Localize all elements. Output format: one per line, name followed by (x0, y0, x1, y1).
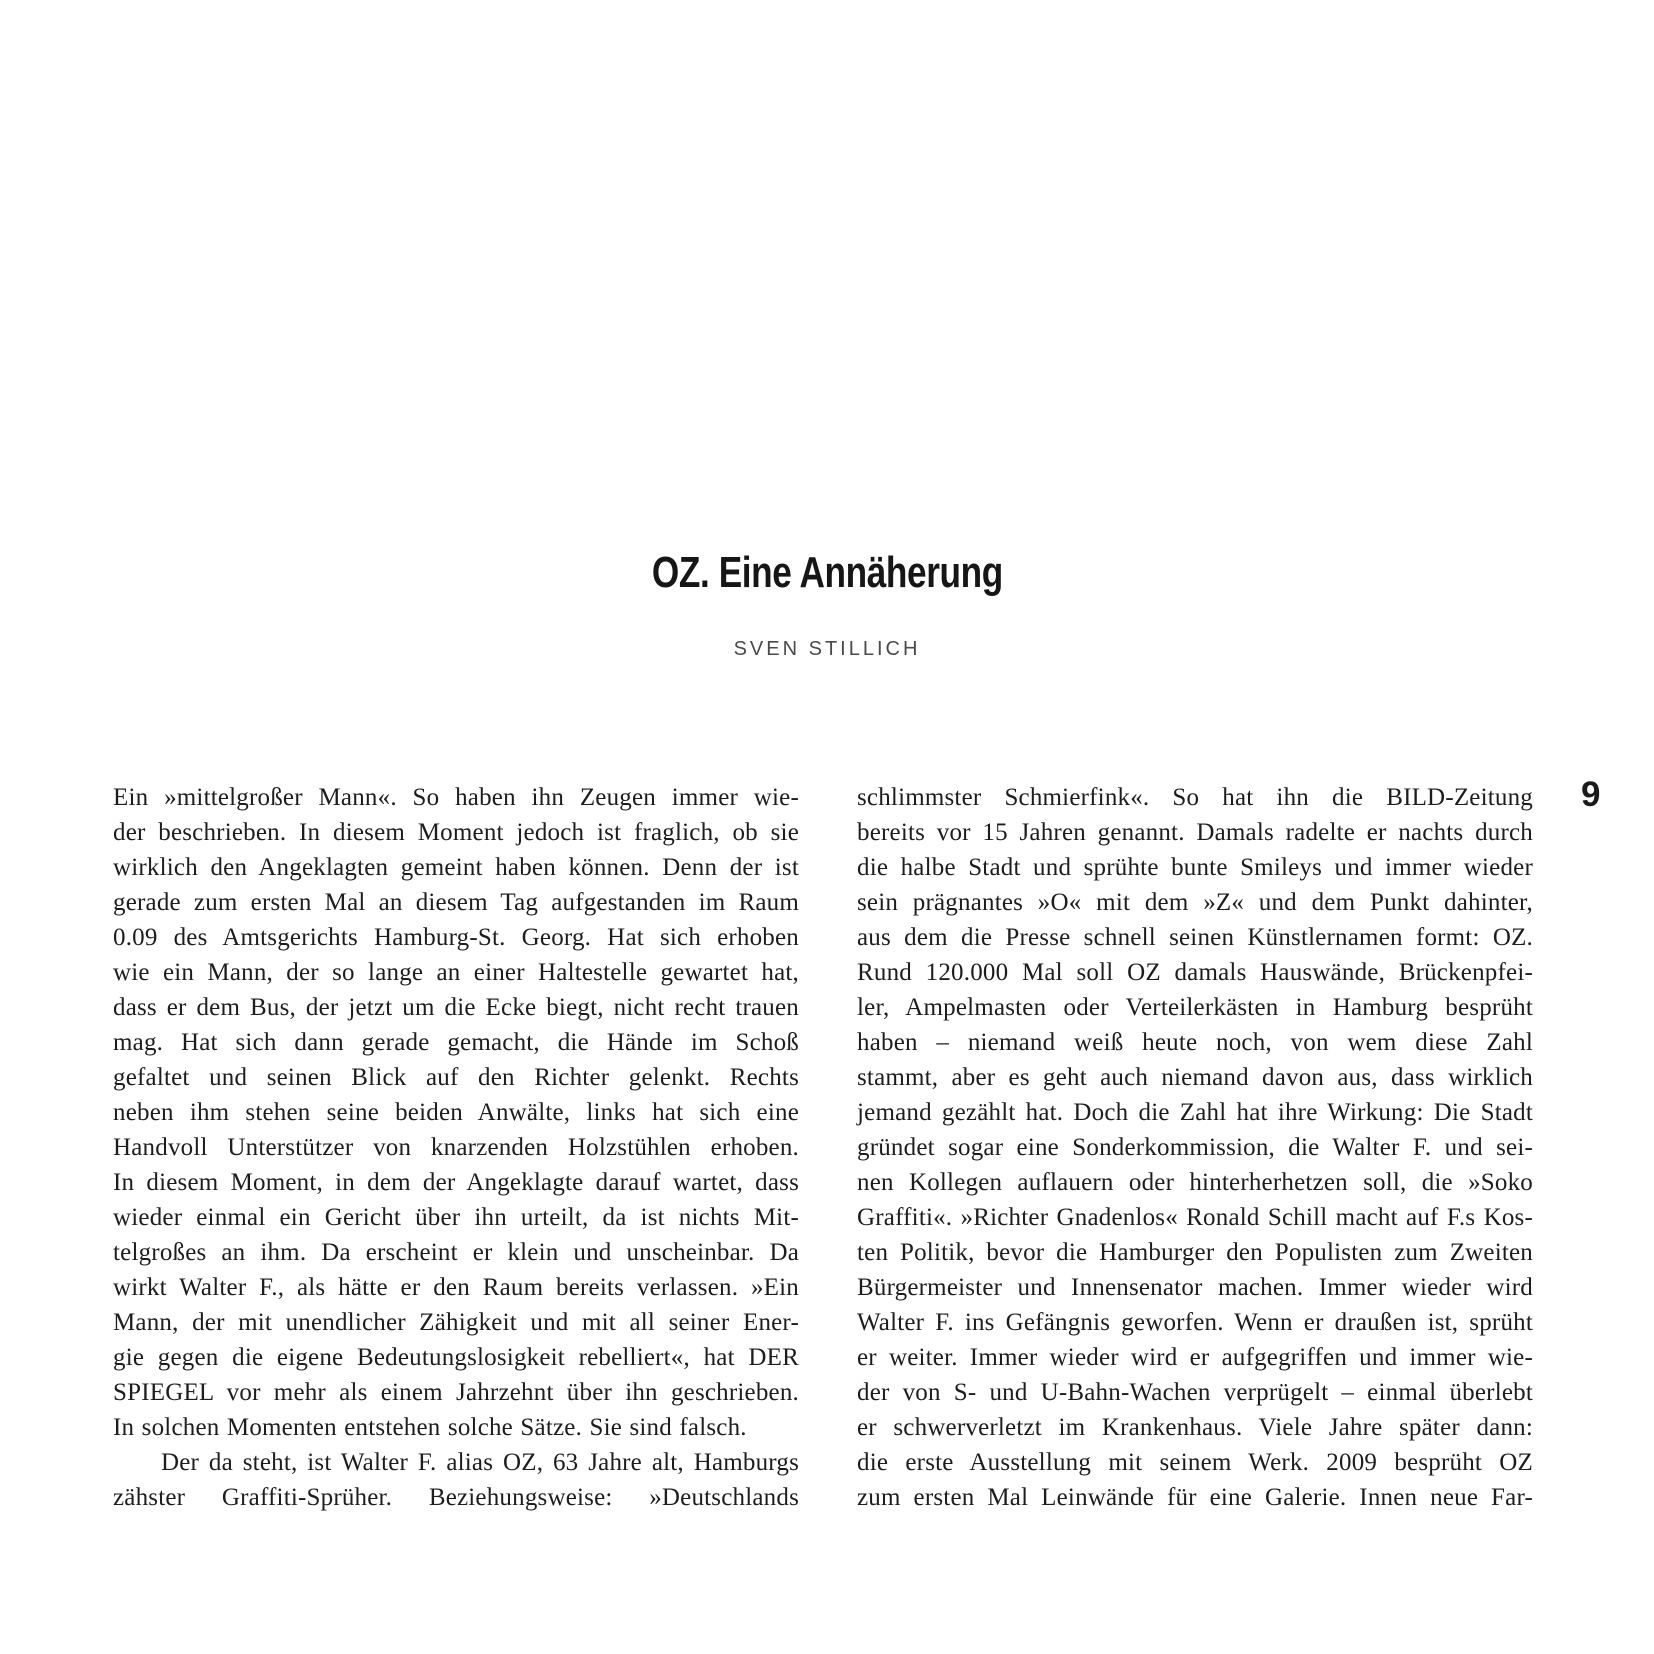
text-line: der beschrieben. In diesem Moment jedoch ist fraglich, ob sie (113, 819, 799, 846)
text-line: wirkt Walter F., als hätte er den Raum bereits verlassen. »Ein (113, 1274, 799, 1301)
text-line: jemand gezählt hat. Doch die Zahl hat ihre Wirkung: Die Stadt (857, 1099, 1533, 1126)
text-line: er schwerverletzt im Krankenhaus. Viele Jahre später dann: (857, 1414, 1533, 1441)
text-line: gründet sogar eine Sonderkommission, die Walter F. und sei- (857, 1134, 1533, 1161)
text-line: Mann, der mit unendlicher Zähigkeit und mit all seiner Ener- (113, 1309, 799, 1336)
text-line: Der da steht, ist Walter F. alias OZ, 63 Jahre alt, Hamburgs (161, 1449, 799, 1476)
text-line: Rund 120.000 Mal soll OZ damals Hauswände, Brückenpfei- (857, 959, 1533, 986)
text-line: ten Politik, bevor die Hamburger den Populisten zum Zweiten (857, 1239, 1533, 1266)
text-line: zum ersten Mal Leinwände für eine Galerie. Innen neue Far- (857, 1484, 1533, 1511)
text-line: In solchen Momenten entstehen solche Sätze. Sie sind falsch. (113, 1414, 747, 1441)
text-line: er weiter. Immer wieder wird er aufgegriffen und immer wie- (857, 1344, 1533, 1371)
text-line: Walter F. ins Gefängnis geworfen. Wenn er draußen ist, sprüht (857, 1309, 1533, 1336)
text-line: dass er dem Bus, der jetzt um die Ecke biegt, nicht recht trauen (113, 994, 799, 1021)
text-line: telgroßes an ihm. Da erscheint er klein und unscheinbar. Da (113, 1239, 799, 1266)
text-line: wieder einmal ein Gericht über ihn urteilt, da ist nichts Mit- (113, 1204, 799, 1231)
text-line: sein prägnantes »O« mit dem »Z« und dem Punkt dahinter, (857, 889, 1533, 916)
text-column-left (113, 780, 799, 1515)
text-line: Bürgermeister und Innensenator machen. Immer wieder wird (857, 1274, 1533, 1301)
text-line: die halbe Stadt und sprühte bunte Smileys und immer wieder (857, 854, 1533, 881)
text-line: gefaltet und seinen Blick auf den Richter gelenkt. Rechts (113, 1064, 799, 1091)
text-line: Handvoll Unterstützer von knarzenden Holzstühlen erhoben. (113, 1134, 799, 1161)
text-line: gerade zum ersten Mal an diesem Tag aufgestanden im Raum (113, 889, 799, 916)
text-line: gie gegen die eigene Bedeutungslosigkeit rebelliert«, hat DER (113, 1344, 799, 1371)
text-line: In diesem Moment, in dem der Angeklagte darauf wartet, dass (113, 1169, 799, 1196)
text-line: wie ein Mann, der so lange an einer Haltestelle gewartet hat, (113, 959, 799, 986)
text-line: ler, Ampelmasten oder Verteilerkästen in Hamburg besprüht (857, 994, 1533, 1021)
page-title-text: OZ. Eine Annäherung (651, 548, 1003, 597)
text-line: SPIEGEL vor mehr als einem Jahrzehnt über ihn geschrieben. (113, 1379, 799, 1406)
text-line: Graffiti«. »Richter Gnadenlos« Ronald Schill macht auf F.s Kos- (857, 1204, 1533, 1231)
text-line: zähster Graffiti-Sprüher. Beziehungsweise: »Deutschlands (113, 1484, 799, 1511)
author-byline: SVEN STILLICH (733, 638, 921, 660)
text-line: Ein »mittelgroßer Mann«. So haben ihn Zeugen immer wie- (113, 784, 799, 811)
text-line: die erste Ausstellung mit seinem Werk. 2009 besprüht OZ (857, 1449, 1533, 1476)
page-title (0, 549, 1654, 597)
text-line: neben ihm stehen seine beiden Anwälte, links hat sich eine (113, 1099, 799, 1126)
page-number: 9 (1581, 775, 1601, 814)
text-line: nen Kollegen auflauern oder hinterherhetzen soll, die »Soko (857, 1169, 1533, 1196)
text-line: haben – niemand weiß heute noch, von wem diese Zahl (857, 1029, 1533, 1056)
text-line: aus dem die Presse schnell seinen Künstlernamen formt: OZ. (857, 924, 1533, 951)
text-line: der von S- und U-Bahn-Wachen verprügelt – einmal überlebt (857, 1379, 1533, 1406)
text-line: 0.09 des Amtsgerichts Hamburg-St. Georg. Hat sich erhoben (113, 924, 799, 951)
text-line: bereits vor 15 Jahren genannt. Damals radelte er nachts durch (857, 819, 1533, 846)
text-line: wirklich den Angeklagten gemeint haben können. Denn der ist (113, 854, 799, 881)
text-line: mag. Hat sich dann gerade gemacht, die Hände im Schoß (113, 1029, 799, 1056)
text-line: stammt, aber es geht auch niemand davon aus, dass wirklich (857, 1064, 1533, 1091)
text-line: schlimmster Schmierfink«. So hat ihn die BILD-Zeitung (857, 784, 1533, 811)
text-column-right (857, 780, 1533, 1515)
